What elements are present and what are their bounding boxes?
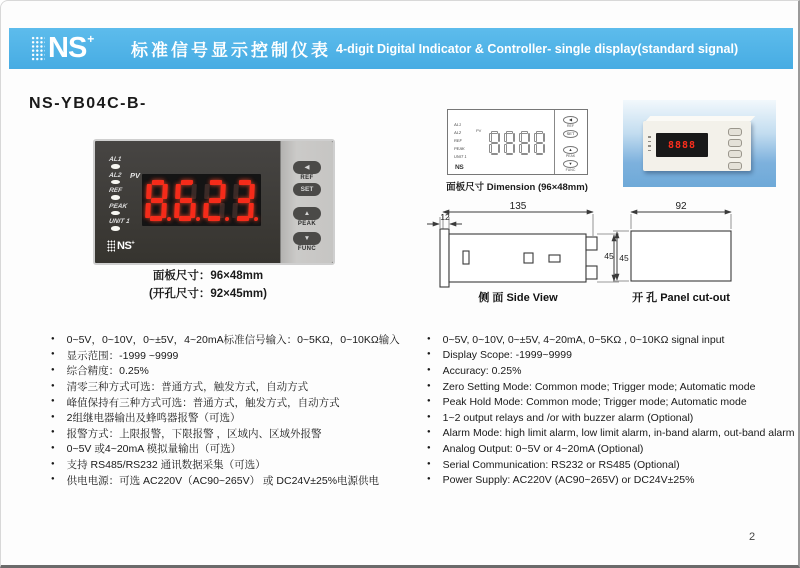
bullet-icon: ● (51, 398, 55, 405)
mini-button (554, 116, 587, 128)
mini-button-label: PEAK (565, 154, 576, 158)
bullet-icon: ● (427, 335, 431, 342)
mini-button-glyph: ▼ (563, 160, 578, 168)
panel-button (281, 161, 333, 182)
cutout-height-dim: 45 (604, 251, 614, 261)
feature-text: 0~5V 或4~20mA 模拟量输出（可选） (66, 443, 242, 456)
mini-ns-logo: NS (455, 164, 464, 171)
panel-size-caption (118, 267, 298, 303)
panel-ns-logo (107, 240, 134, 252)
panel-button-glyph: ▲ (293, 207, 321, 220)
mini-indicator-label: PEAK (453, 146, 466, 151)
mini-display-digits (489, 131, 545, 155)
bullet-icon: ● (427, 351, 431, 358)
feature-item-en (427, 348, 795, 364)
header-title-english: 4-digit Digital Indicator & Controller- single display(standard signal) (336, 41, 739, 56)
feature-item-en (427, 379, 795, 395)
feature-item-cn (51, 426, 400, 442)
feature-item-en (427, 363, 795, 379)
bullet-icon: ● (427, 382, 431, 389)
indicator-label: PEAK (108, 202, 128, 210)
panel-size-line1: 面板尺寸：96×48mm (152, 270, 264, 282)
bullet-icon: ● (51, 429, 55, 436)
panel-button-column (280, 141, 333, 263)
mini-button-label: REF (567, 124, 574, 128)
feature-text: 清零三种方式可选：普通方式，触发方式，自动方式 (66, 381, 309, 394)
side-view-caption: 侧 面 Side View (478, 292, 558, 304)
mini-button-glyph: SET (563, 130, 578, 138)
feature-item-cn (51, 332, 400, 348)
photo-indicator-marks (648, 136, 651, 154)
feature-text: 1~2 output relays and /or with buzzer alarm (Optional) (442, 411, 694, 424)
panel-size-line2: (开孔尺寸：92×45mm) (149, 288, 267, 300)
cutout-caption: 开 孔 Panel cut-out (632, 292, 730, 304)
side-view-length-dim: 135 (509, 201, 527, 212)
feature-item-cn (51, 457, 400, 473)
feature-item-cn (51, 363, 400, 379)
feature-item-en (427, 426, 795, 442)
indicator-label: AL1 (108, 156, 122, 163)
pv-label: PV (130, 171, 141, 180)
bullet-icon: ● (51, 382, 55, 389)
feature-text: 峰值保持有三种方式可选：普通方式，触发方式，自动方式 (66, 396, 340, 409)
dimension-caption: 面板尺寸 Dimension (96×48mm) (446, 182, 588, 193)
panel-button (281, 183, 333, 197)
bullet-icon: ● (427, 460, 431, 467)
indicator-item (109, 187, 130, 203)
feature-item-cn (51, 379, 400, 395)
indicator-item (109, 218, 130, 234)
feature-text: 支持 RS485/RS232 通讯数据采集（可选） (66, 459, 266, 472)
indicator-label: UNIT 1 (108, 218, 131, 225)
feature-text: Display Scope: -1999~9999 (442, 349, 572, 362)
features-list-en (427, 332, 795, 488)
feature-item-en (427, 472, 795, 488)
photo-device (643, 121, 751, 171)
panel-button-label: REF (300, 175, 314, 181)
panel-logo-text: NS+ (117, 240, 135, 252)
bullet-icon: ● (51, 476, 55, 483)
indicator-led (111, 164, 120, 169)
indicator-led (111, 180, 120, 185)
header-title-chinese: 标准信号显示控制仪表 (131, 41, 331, 60)
feature-item-cn (51, 441, 400, 457)
feature-item-en (427, 332, 795, 348)
feature-item-en (427, 457, 795, 473)
mini-button-column (554, 110, 587, 174)
side-view-bezel-dim: 12 (440, 212, 450, 222)
feature-text: 显示范围：-1999 ~9999 (66, 349, 179, 362)
ns-logo (31, 32, 93, 65)
mini-button-label: FUNC (565, 168, 576, 172)
mini-indicator-label: REF (453, 138, 463, 143)
feature-text: 供电电源：可选 AC220V（AC90~265V） 或 DC24V±25%电源供电 (66, 474, 380, 487)
feature-item-en (427, 441, 795, 457)
product-photo (623, 100, 776, 187)
bullet-icon: ● (427, 444, 431, 451)
feature-item-cn (51, 348, 400, 364)
logo-star-icon: + (87, 31, 95, 46)
indicator-item (109, 156, 130, 172)
bullet-icon: ● (51, 460, 55, 467)
seven-segment-display (142, 174, 261, 226)
bullet-icon: ● (427, 476, 431, 483)
photo-display: 8888 (656, 133, 708, 157)
features-list-cn (51, 332, 400, 488)
feature-text: Accuracy: 0.25% (442, 364, 522, 377)
display-digits (146, 180, 258, 221)
feature-item-en (427, 410, 795, 426)
feature-text: 0~5V，0~10V，0~±5V，4~20mA标准信号输入：0~5KΩ，0~10KΩ输入 (66, 334, 400, 347)
panel-button-label: PEAK (297, 221, 317, 227)
indicator-item (109, 203, 130, 219)
mini-indicator-list (454, 121, 467, 161)
feature-text: Zero Setting Mode: Common mode; Trigger mode; Automatic mode (442, 380, 756, 393)
photo-buttons (728, 128, 742, 173)
feature-text: Peak Hold Mode: Common mode; Trigger mode; Automatic mode (442, 396, 747, 409)
panel-button-glyph: SET (293, 183, 321, 196)
panel-button-glyph: ▼ (293, 232, 321, 245)
feature-text: Serial Communication: RS232 or RS485 (Optional) (442, 458, 680, 471)
panel-cutout-drawing (601, 199, 796, 311)
indicator-led (111, 226, 120, 231)
panel-button-glyph: ◀ (293, 161, 321, 174)
front-panel-image (93, 139, 335, 265)
mini-indicator-label: AL1 (453, 122, 462, 127)
panel-button-label: FUNC (297, 246, 317, 252)
mini-button-glyph: ▲ (563, 146, 578, 154)
feature-item-cn (51, 410, 400, 426)
panel-button (281, 232, 333, 253)
header-bar (9, 28, 793, 69)
feature-text: 0~5V, 0~10V, 0~±5V, 4~20mA, 0~5KΩ , 0~10KΩ signal input (442, 333, 725, 346)
feature-text: 综合精度：0.25% (66, 365, 149, 378)
mini-button (554, 160, 587, 172)
side-view-height-dim: 45 (619, 253, 629, 263)
mini-display (482, 126, 552, 160)
feature-text: Power Supply: AC220V (AC90~265V) or DC24V±25% (442, 474, 695, 487)
bullet-icon: ● (427, 413, 431, 420)
feature-item-cn (51, 472, 400, 488)
page-number: 2 (749, 531, 756, 543)
mini-pv-label: PV (476, 128, 482, 133)
bullet-icon: ● (51, 351, 55, 358)
mini-button-glyph: ◀ (563, 116, 578, 124)
mini-indicator-label: AL2 (453, 130, 462, 135)
model-number: NS-YB04C-B- (29, 95, 147, 112)
bullet-icon: ● (51, 413, 55, 420)
feature-text: 报警方式：上限报警，下限报警 ，区域内、区域外报警 (66, 427, 322, 440)
bullet-icon: ● (427, 398, 431, 405)
mini-button (554, 130, 587, 138)
feature-text: Analog Output: 0~5V or 4~20mA (Optional) (442, 442, 644, 455)
bullet-icon: ● (427, 366, 431, 373)
indicator-led (111, 211, 120, 216)
mini-button (554, 146, 587, 158)
cutout-width-dim: 92 (675, 201, 687, 212)
logo-dot-matrix-icon (31, 36, 45, 61)
feature-item-cn (51, 394, 400, 410)
feature-text: 2组继电器输出及蜂鸣器报警（可选） (66, 412, 241, 425)
bullet-icon: ● (51, 366, 55, 373)
indicator-led (111, 195, 120, 200)
mini-indicator-label: UNIT 1 (453, 154, 468, 159)
feature-item-en (427, 394, 795, 410)
bullet-icon: ● (51, 444, 55, 451)
indicator-list (109, 156, 130, 234)
feature-text: Alarm Mode: high limit alarm, low limit alarm, in-band alarm, out-band alarm (442, 427, 795, 440)
bullet-icon: ● (427, 429, 431, 436)
bullet-icon: ● (51, 335, 55, 342)
indicator-label: AL2 (108, 171, 122, 179)
dimension-drawing (447, 109, 588, 175)
logo-text: NS (48, 32, 87, 64)
indicator-item (109, 172, 130, 188)
indicator-label: REF (108, 187, 123, 194)
panel-button (281, 207, 333, 228)
panel-logo-dots-icon (107, 240, 115, 252)
